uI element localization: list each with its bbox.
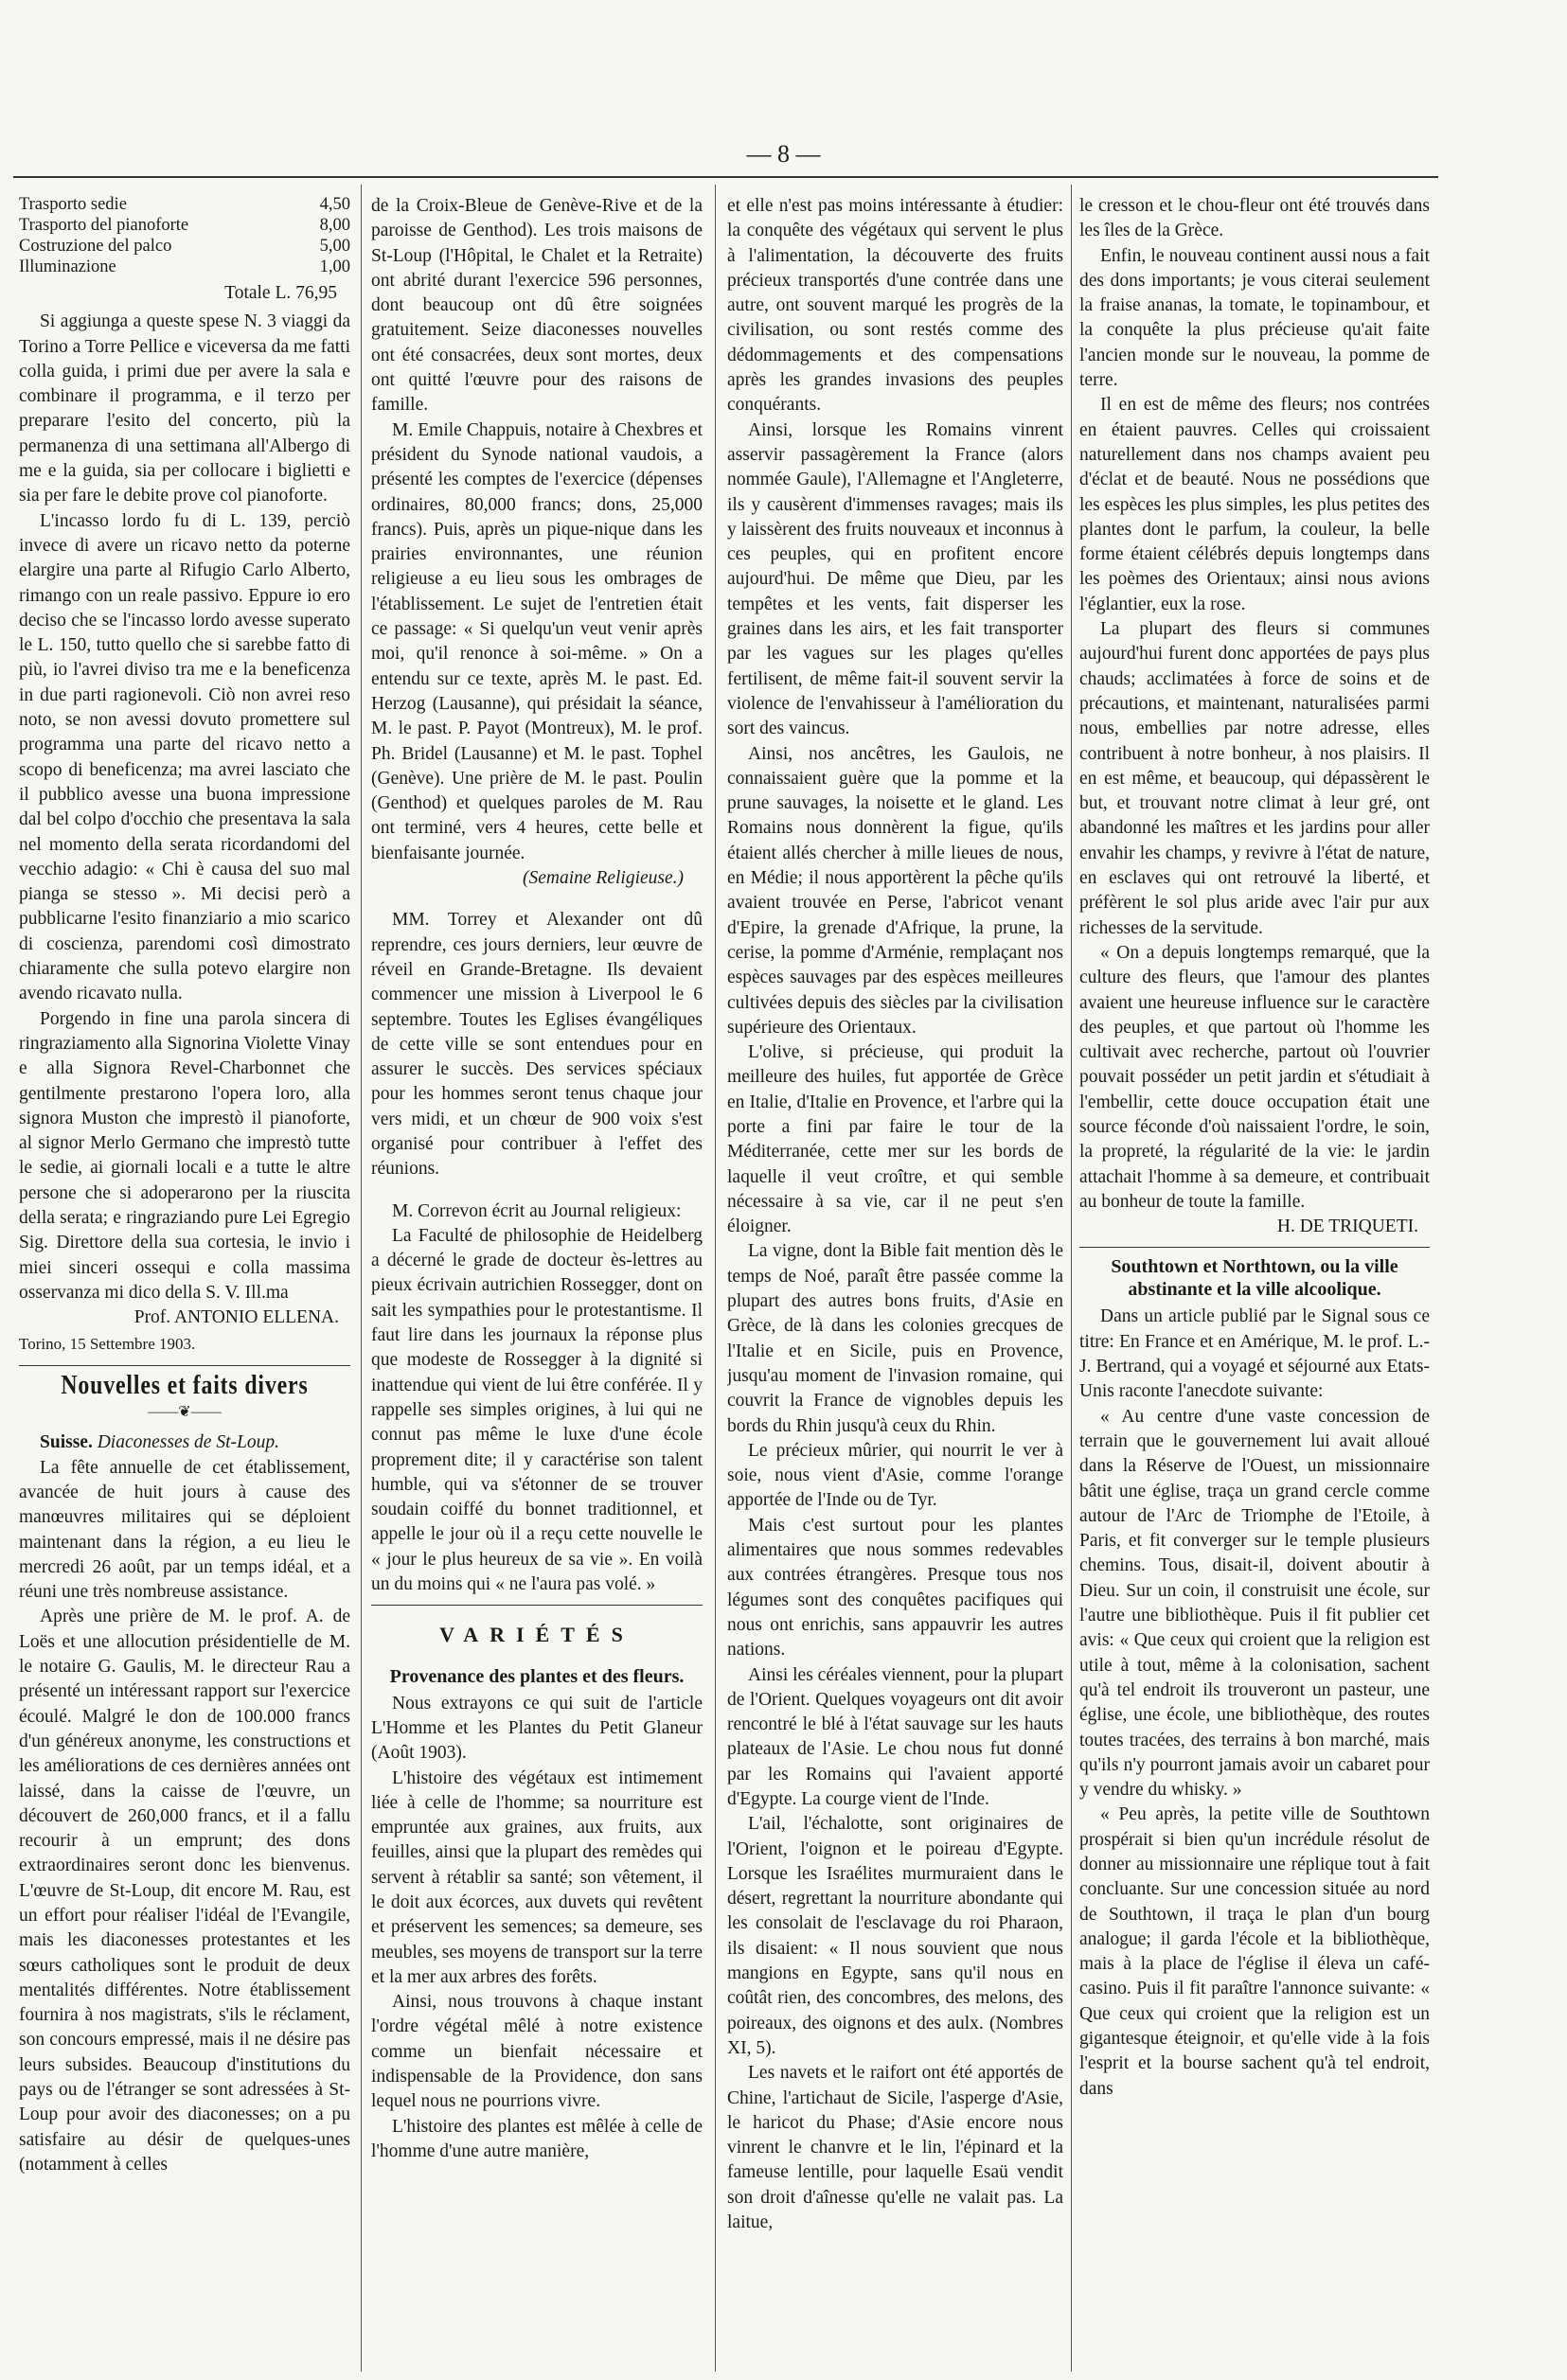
country-lead: Suisse. [40,1432,93,1453]
paragraph: Ainsi, nous trouvons à chaque instant l'ordre végétal mêlé à notre existence comme un bienfait nécessaire et indispensable de la Providence, don sans lequel nous ne pourrions vivre. [371,1992,703,2112]
paragraph: L'histoire des plantes est mêlée à celle de l'homme d'une autre manière, [371,2116,703,2161]
paragraph: Mais c'est surtout pour les plantes alimentaires que nous sommes redevables aux contrées étrangères. Presque tous nos légumes sont des conquêtes pacifiques qui nous ont enrichis, sans appauvrir les autres nations. [727,1515,1063,1661]
column-divider [361,185,362,2371]
paragraph: La vigne, dont la Bible fait mention dès le temps de Noé, paraît être passée comme la plupart des autres bons fruits, d'Asie en Grèce, de là dans les colonies grecques de l'Italie et en Sicile, puis en Provence, jusqu'au moment de l'invasion romaine, qui couvrit la France de vignobles depuis les bords du Rhin jusqu'à ceux du Rhin. [727,1241,1063,1436]
paragraph: et elle n'est pas moins intéressante à étudier: la conquête des végétaux qui servent le plus à l'alimentation, la découverte des fruits précieux transportés d'une contrée dans une autre, ont souvent marqué les progrès de la civilisation, ou sont restés comme des dédommagements et des compensations après les grandes invasions des peuples conquérants. [727,196,1063,416]
paragraph: « On a depuis longtemps remarqué, que la culture des fleurs, que l'amour des plantes avaient une heureuse influence sur le caractère des peuples, et que partout où l'homme les cultivait avec recherche, partout où l'ouvrier pouvait posséder un petit jardin et s'étudiait à l'embellir, cette douce occupation était une source féconde d'où naissaient l'ordre, le soin, la propreté, la régularité de la vie: le jardin attachait l'homme à sa demeure, et contribuait au bonheur de toute la famille. [1079,942,1430,1212]
expense-row [19,257,350,277]
expense-label: Illuminazione [19,258,116,276]
expense-amount: 5,00 [319,237,350,256]
section-rule [19,1365,350,1366]
paragraph: L'incasso lordo fu di L. 139, perciò invece di avere un ricavo netto da poterne elargire una parte al Rifugio Carlo Alberto, rimango con un reale passivo. Eppure io ero deciso che se l'incasso lordo avesse superato le L. 150, tutto quello che si sarebbe fatto di più, io l'avrei diviso tra me e la beneficenza in due parti ragionevoli. Ciò non avrei reso noto, se non avessi dovuto promettere sul programma una parte del ricavo netto a scopo di beneficenza; ma avrei lasciato che il pubblico avesse una buona impressione dal bel colpo d'occhio che presentava la sala nel momento della serata ricordandomi del vecchio adagio: « Chi è causa del suo mal pianga se stesso ». Mi decisi però a pubblicarne l'esito finanziario a mio scarico di coscienza, parendomi così dimostrato chiaramente che sulla potevo elargire non avendo ricavato nulla. [19,510,350,1004]
paragraph: L'ail, l'échalotte, sont originaires de l'Orient, l'oignon et le poireau d'Egypte. Lorsque les Israélites murmuraient dans le désert, regrettant la nourriture abondante qui les consolait de l'esclavage du roi Pharaon, ils disaient: « Il nous souvient que nous mangions en Egypte, sans qu'il nous en coûtât rien, des concombres, des melons, des poireaux, des oignons et des aulx. (Nombres XI, 5). [727,1814,1063,2058]
ornament: ——❦—— [148,1404,222,1421]
paragraph: Si aggiunga a queste spese N. 3 viaggi da Torino a Torre Pellice e viceversa da me fatti colla guida, i primi due per avere la sala e combinare il programma, e il terzo per preparare l'esito del concerto, più la permanenza di una settimana all'Albergo di me e la guida, sia per collocare i biglietti e sia per fare le debite prove col pianoforte. [19,311,350,506]
paragraph: Il en est de même des fleurs; nos contrées en étaient pauvres. Celles qui croissaient naturellement dans nos champs avaient peu d'éclat et de beauté. Nous ne possédions que les espèces les plus simples, les plus petites des plantes dont le parfum, la couleur, la belle forme étaient célébrés depuis longtemps dans les poèmes des Orientaux; ainsi nous avions l'églantier, eux la rose. [1079,395,1430,614]
dateline: Torino, 15 Settembre 1903. [19,1335,196,1354]
expense-label: Costruzione del palco [19,237,172,256]
column-divider [715,185,716,2371]
section-heading: VARIÉTÉS [439,1623,634,1647]
expense-label: Trasporto sedie [19,195,127,214]
expense-row [19,194,350,215]
paragraph: Les navets et le raifort ont été apportés de Chine, l'artichaut de Sicile, l'asperge d'Asie, le haricot du Phase; d'Asie encore nous vinrent le chanvre et le lin, l'épinard et la fameuse lentille, pour laquelle Esaü vendit son droit d'aînesse qu'elle ne valait pas. La laitue, [727,2063,1063,2233]
expense-row [19,215,350,236]
paragraph: Porgendo in fine una parola sincera di ringraziamento alla Signorina Violette Vinay e alla Signora Revel-Charbonnet che gentilmente prestarono l'opera loro, alla signora Muston che imprestò il pianoforte, al signor Merlo Germano che imprestò tutte le sedie, ai giornali locali e a tutte le altre persone che si adoperarono per la riuscita della serata; e ringraziando pure Lei Egregio Sig. Direttore della sua cortesia, le invio i miei sinceri ossequi e colla massima osservanza mi dico della S. V. Ill.ma [19,1008,350,1303]
paragraph: MM. Torrey et Alexander ont dû reprendre, ces jours derniers, leur œuvre de réveil en Grande-Bretagne. Ils devaient commencer une mission à Liverpool le 6 septembre. Toutes les Eglises évangéliques de cette ville se sont entendues pour en assurer le succès. Des services spéciaux pour les hommes seront tenus chaque jour vers midi, et un chœur de 900 voix s'est organisé pour contribuer à l'effet des réunions. [371,910,703,1180]
article-headline: Southtown et Northtown, ou la ville abstinante et la ville alcoolique. [1111,1256,1398,1301]
column-3 [727,194,1063,2371]
section-heading: Nouvelles et faits divers [61,1370,309,1400]
paragraph: Dans un article publié par le Signal sous ce titre: En France et en Amérique, M. le prof. L.-J. Bertrand, qui a voyagé et séjourné aux Etats-Unis raconte l'anecdote suivante: [1079,1306,1430,1402]
paragraph: Ainsi les céréales viennent, pour la plupart de l'Orient. Quelques voyageurs ont dit avoir rencontré le blé à l'état sauvage sur les hauts plateaux de l'Asie. Le chou nous fut donné par les Romains qui l'avaient apporté d'Egypte. La courge vient de l'Inde. [727,1664,1063,1809]
section-rule [1079,1247,1430,1248]
column-divider [1071,185,1072,2371]
paragraph: M. Correvon écrit au Journal religieux: [392,1200,682,1221]
paragraph: M. Emile Chappuis, notaire à Chexbres et président du Synode national vaudois, a présenté les comptes de l'exercice (dépenses ordinaires, 80,000 francs; dons, 25,000 francs). Puis, après un pique-nique dans les prairies environnantes, une réunion religieuse a eu lieu sous les ombrages de l'établissement. Le sujet de l'entretien était ce passage: « Si quelqu'un veut venir après moi, qu'il renonce à soi-même. » On a entendu sur ce texte, après M. le past. Ed. Herzog (Lausanne), qui présidait la séance, M. le past. P. Payot (Montreux), M. le prof. Ph. Bridel (Lausanne) et M. le past. Tophel (Genève). Une prière de M. le past. Poulin (Genthod) et quelques paroles de M. Rau ont terminé, vers 4 heures, cette belle et bienfaisante journée. [371,419,703,863]
expense-amount: 4,50 [319,195,350,214]
paragraph: La fête annuelle de cet établissement, avancée de huit jours à cause des manœuvres militaires qui se déploient maintenant dans la région, a eu lieu le mercredi 26 août, par un temps idéal, et a réuni une très nombreuse assistance. [19,1457,350,1603]
paragraph: Après une prière de M. le prof. A. de Loës et une allocution présidentielle de M. le notaire G. Gaulis, M. le directeur Rau a présenté un intéressant rapport sur l'exercice écoulé. Malgré le don de 100.000 francs d'un généreux anonyme, les constructions et les améliorations de ces dernières années ont laissé, dans la caisse de l'œuvre, un découvert de 260,000 francs, et il a fallu recourir à un emprunt; des dons extraordinaires seront donc les bienvenus. L'œuvre de St-Loup, dit encore M. Rau, est un effort pour réaliser l'idéal de l'Evangile, mais les diaconesses protestantes et les sœurs catholiques sont le produit de deux mentalités différentes. Notre établissement fournira à nos magistrats, s'ils le réclament, son concours empressé, mais il ne désire pas leurs subsides. Beaucoup d'institutions du pays ou de l'étranger se sont adressées à St-Loup pour avoir des diaconesses; on a pu satisfaire au désir de quelques-unes (notamment à celles [19,1607,350,2175]
paragraph: La Faculté de philosophie de Heidelberg a décerné le grade de docteur ès-lettres au pieux écrivain autrichien Rossegger, dont on sait les sympathies pour le protestantisme. Il faut lire dans les journaux la réponse plus que modeste de Rossegger à la dignité si inattendue qui vient de lui être conférée. Il y rappelle ses simples origines, à lui qui ne connut pas même le luxe d'une école proprement dite; il y caractérise son talent humble, qui va s'étonner de se trouver soudain coiffé du bonnet traditionnel, et appelle le jour où il a reçu cette nouvelle le « jour le plus heureux de sa vie ». En voilà un du moins qui « ne l'aura pas volé. » [371,1225,703,1595]
paragraph: Ainsi, lorsque les Romains vinrent asservir passagèrement la France (alors nommée Gaule), l'Allemagne et l'Angleterre, ils y causèrent d'immenses ravages; mais ils y laissèrent des fruits nouveaux et inconnus à ces peuples, qui en profitent encore aujourd'hui. De même que Dieu, par les tempêtes et les vents, fait disperser les graines dans les airs, et les fait transporter par les vagues sur les plages qu'elles fertilisent, de même fait-il souvent servir la violence de l'envahisseur à l'amélioration du sort des vaincus. [727,419,1063,739]
paragraph: « Au centre d'une vaste concession de terrain que le gouvernement lui avait alloué dans la Réserve de l'Ouest, un missionnaire bâtit une église, traça un grand cercle comme autour de l'Arc de Triomphe de l'Etoile, à Paris, et fit converger sur le temple plusieurs chemins. Tous, disait-il, doivent aboutir à Dieu. Sur un coin, il construisit une école, sur l'autre une bibliothèque. Puis il fit publier cet avis: « Que ceux qui croient que la religion est utile à tout, même à la colonisation, sachent qu'à tel endroit ils trouveront un pasteur, une église, une école, une bibliothèque, des routes toutes tracées, des terrains à bon marché, mais qu'ils n'y pourront jamais avoir un cabaret pour y vendre du whisky. » [1079,1406,1430,1801]
paragraph: le cresson et le chou-fleur ont été trouvés dans les îles de la Grèce. [1079,196,1430,241]
paragraph: Le précieux mûrier, qui nourrit le ver à soie, nous vient d'Asie, comme l'orange apportée de l'Inde ou de Tyr. [727,1440,1063,1511]
expense-amount: 8,00 [319,216,350,235]
paragraph: L'histoire des végétaux est intimement liée à celle de l'homme; sa nourriture est empruntée aux graines, aux fruits, aux feuilles, ainsi que la plupart des remèdes qui servent à rétablir sa santé; son vêtement, il le doit aux écorces, aux duvets qui revêtent et préservent les semences; sa demeure, ses meubles, ses moyens de transport sur la terre et la mer aux arbres des forêts. [371,1767,703,1987]
signature: Prof. ANTONIO ELLENA. [134,1307,339,1328]
expense-total: Totale L. 76,95 [224,283,337,303]
paragraph: L'olive, si précieuse, qui produit la meilleure des huiles, fut apportée de Grèce en Italie, d'Italie en Provence, et l'arbre qui la porte a fini par faire le tour de la Méditerranée, cette mer sur les bords de laquelle il veut croître, et qui semble nécessaire à sa vie, car il ne peut s'en éloigner. [727,1042,1063,1237]
expense-amount: 1,00 [319,258,350,276]
column-4 [1079,194,1430,2371]
paragraph: Enfin, le nouveau continent aussi nous a fait des dons importants; je vous citerai seulement la fraise ananas, la tomate, le topinambour, et la conquête la plus précieuse qu'ait faite l'ancien monde sur le nouveau, la pomme de terre. [1079,245,1430,391]
paragraph: de la Croix-Bleue de Genève-Rive et de la paroisse de Genthod). Les trois maisons de St-Loup (l'Hôpital, le Chalet et la Retraite) ont abrité durant l'exercice 596 personnes, dont beaucoup ont dû être soignées gratuitement. Seize diaconesses nouvelles ont été consacrées, deux sont mortes, deux ont quitté l'œuvre pour des raisons de famille. [371,196,703,416]
article-subtitle: Diaconesses de St-Loup. [97,1432,279,1453]
header-rule [13,176,1438,178]
expense-label: Trasporto del pianoforte [19,216,189,235]
expense-row [19,236,350,257]
column-2 [371,194,703,2371]
expense-list [19,194,350,277]
paragraph: Nous extrayons ce qui suit de l'article L'Homme et les Plantes du Petit Glaneur (Août 1903). [371,1693,703,1764]
page-number: — 8 — [746,140,821,168]
paragraph: La plupart des fleurs si communes aujourd'hui furent donc apportées de pays plus chauds; acclimatées à force de soins et de précautions, et maintenant, naturalisées parmi nous, embellies par notre adresse, elles contribuent à notre bonheur, à nos plaisirs. Il en est même, et beaucoup, qui dépassèrent le but, et trouvant notre climat à leur gré, ont abandonné les maîtres et les jardins pour aller envahir les champs, y revivre à l'état de nature, en esclaves qui ont retrouvé la liberté, et préfèrent le sol plus aride avec l'air pur aux richesses de la servitude. [1079,619,1430,938]
signature: H. DE TRIQUETI. [1276,1217,1418,1237]
article-headline: Provenance des plantes et des fleurs. [389,1665,685,1687]
paragraph: Ainsi, nos ancêtres, les Gaulois, ne connaissaient guère que la pomme et la prune sauvages, la noisette et le gland. Les Romains nous donnèrent la figue, qu'ils étaient allés chercher à mille lieues de nous, en Médie; il nous apportèrent la pêche qu'ils avaient trouvée en Perse, l'abricot venant d'Epire, la grenade d'Afrique, la prune, la cerise, la pomme d'Arménie, remplaçant nos espèces sauvages par des espèces meilleures cultivées depuis des siècles par la civilisation supérieure des Orientaux. [727,743,1063,1038]
section-rule [371,1605,703,1606]
column-1 [19,194,350,2371]
paragraph: « Peu après, la petite ville de Southtown prospérait si bien qu'un incrédule résolut de donner au missionnaire une réplique tout à fait concluante. Sur une concession située au nord de Southtown, il traça le plan d'un bourg analogue; il garda l'école et la bibliothèque, mais à la place de l'église il éleva un café-casino. Puis il fit paraître l'annonce suivante: « Que ceux qui croient que la religion est un gigantesque éteignoir, et qu'elle vide à la fois l'esprit et la bourse sachent qu'à tel endroit, dans [1079,1804,1430,2099]
source-citation: (Semaine Religieuse.) [522,868,684,889]
